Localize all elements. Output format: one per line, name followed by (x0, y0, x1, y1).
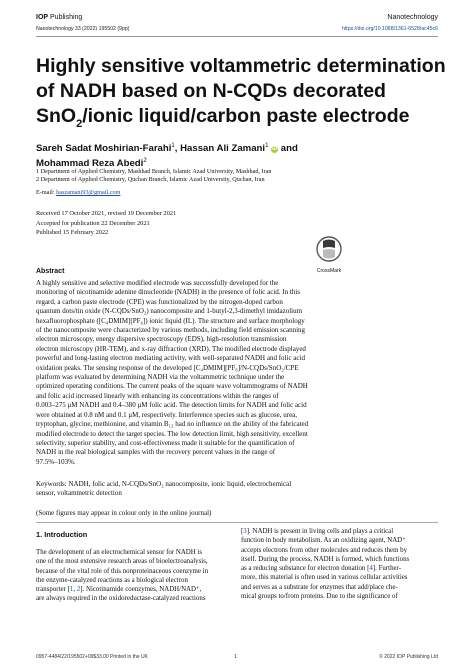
crossmark-badge[interactable] (312, 236, 346, 274)
title-line-2: of NADH based on N-CQDs decorated (36, 80, 386, 102)
copyright: © 2022 IOP Publishing Ltd (379, 654, 438, 660)
ref-link-3[interactable]: 3 (243, 528, 247, 535)
author-3: Mohammad Reza Abedi (36, 158, 144, 170)
email-line: E-mail: haszamani93@gmail.com (36, 189, 121, 196)
keywords: Keywords: NADH, folic acid, N-CQDs/SnO₂ nanocomposite, ionic liquid, electrochemical sensor, voltammetric detection (36, 480, 292, 498)
ref-link-2[interactable]: 2 (76, 586, 81, 594)
title-line-3: SnO$_2$/ionic liquid/carbon paste electrode (36, 105, 410, 130)
published-date: Published 15 February 2022 (36, 229, 109, 237)
crossmark-label: CrossMark (316, 268, 342, 274)
intro-right-column: [3]. NADH is present in living cells and plays a critical function in body metabolism. As an oxidizing agent, NAD⁺ accepts electrons from other molecules and reduces them by itself. During the process, NADH is formed, which functions as a reducing substance for electron donation [4]. Further- more, this material is often used in various cellular activities and serves as a substrate for enzymes that add/place che- mical groups to/from proteins. Due to the significance of (241, 528, 410, 601)
abstract-body: A highly sensitive and selective modified electrode was successfully developed for the monitoring of nicotinamide adenine dinucleotide (NADH) in the presence of folic acid. In this regard, a carbon paste electrode (CPE) was functionalized by the nitrogen-doped carbon quantum dots/tin oxide (N-CQDs/SnO₂) nanocomposite and 1-butyl-2,3-dimethyl imidazolium hexafluorophosphate ([C₄DMIM][PF₆]) ionic liquid (IL). The structure and surface morphology of the nanocomposite were characterized by various methods, including field emission scanning electron microscopy, energy dispersive spectroscopy (EDS), high-resolution transmission electron microscopy (HR-TEM), and x-ray diffraction (XRD). The modified electrode displayed powerful and long-lasting electron mediating activity, with well-separated NADH and folic acid oxidation peaks. The sensing response of the developed [C₄DMIM][PF₆]/N-CQDs/SnO₂/CPE platform was evaluated by determining NADH via the voltammetric technique under the optimized operating conditions. The current peaks of the square wave voltammograms of NADH and folic acid increased linearly with enhancing its concentrations within the ranges of 0.003–275 μM NADH and 0.4–380 μM folic acid. The detection limits for NADH and folic acid were obtained at 0.8 nM and 0.1 μM, respectively. Interference species such as glucose, urea, tryptophan, glycine, methionine, and vitamin B₁₂ had no influence on the ability of the fabricated modified electrode to detect the target species. The low detection limit, high sensitivity, excellent selectivity, superior stability, and cost-effectiveness made it suitable for the quantification of NADH in the real biological samples with the recovery percent values in the range of 97.5%–103%. (36, 279, 309, 466)
citation: Nanotechnology 33 (2022) 195502 (9pp) (36, 26, 130, 32)
ref-link-4[interactable]: 4 (369, 565, 373, 573)
intro-left-column: The development of an electrochemical sensor for NADH is one of the most extensive research areas of bioelectroanalysis, because of the vital role of this nonproteinaceous coenzyme in the enzyme-catalyzed reactions as a biological electron transporter [1, 2]. Nicotinamide coenzymes, NADH/NAD⁺, are always required in the oxidoreductase-catalyzed reactions (36, 549, 209, 603)
doi-link[interactable]: https://doi.org/10.1088/1361-6528/ac45c6 (341, 26, 438, 32)
author-2: Hassan Ali Zamani (180, 143, 266, 155)
colour-note: (Some figures may appear in colour only in the online journal) (36, 509, 212, 517)
affiliations (36, 168, 438, 185)
issn-line: 0957-4484/22/195502+09$33.00 Printed in the UK (36, 654, 148, 660)
running-header (36, 14, 438, 26)
ref-link-1[interactable]: 1 (69, 586, 74, 594)
body-divider (36, 522, 438, 523)
received-date: Received 17 October 2021, revised 19 December 2021 (36, 210, 177, 217)
section-heading-introduction: 1. Introduction (36, 530, 88, 539)
abstract-heading: Abstract (36, 268, 65, 275)
publisher-logo: IOP Publishing (36, 14, 83, 21)
article-title (36, 54, 444, 137)
page-number: 1 (234, 654, 237, 660)
orcid-icon[interactable]: iD (272, 146, 278, 153)
accepted-date: Accepted for publication 22 December 2021 (36, 219, 150, 227)
crossmark-icon (316, 236, 342, 262)
journal-name: Nanotechnology (387, 14, 438, 21)
citation-line (36, 26, 438, 32)
affiliation-2: 2 Department of Applied Chemistry, Quchan Branch, Islamic Azad University, Quchan, Iran (36, 176, 265, 184)
affiliation-1: 1 Department of Applied Chemistry, Mashhad Branch, Islamic Azad University, Mashhad, Iran (36, 168, 272, 175)
author-list: Sareh Sadat Moshirian-Farahi$^1$, Hassan Ali Zamani$^1$ iD and Mohammad Reza Abedi$^2$ (36, 143, 298, 170)
title-line-1: Highly sensitive voltammetric determination (36, 55, 446, 77)
email-link[interactable]: haszamani93@gmail.com (56, 189, 121, 196)
publication-dates (36, 209, 176, 238)
page-footer (36, 654, 438, 660)
header-divider (36, 36, 438, 37)
author-1: Sareh Sadat Moshirian-Farahi (36, 143, 172, 155)
